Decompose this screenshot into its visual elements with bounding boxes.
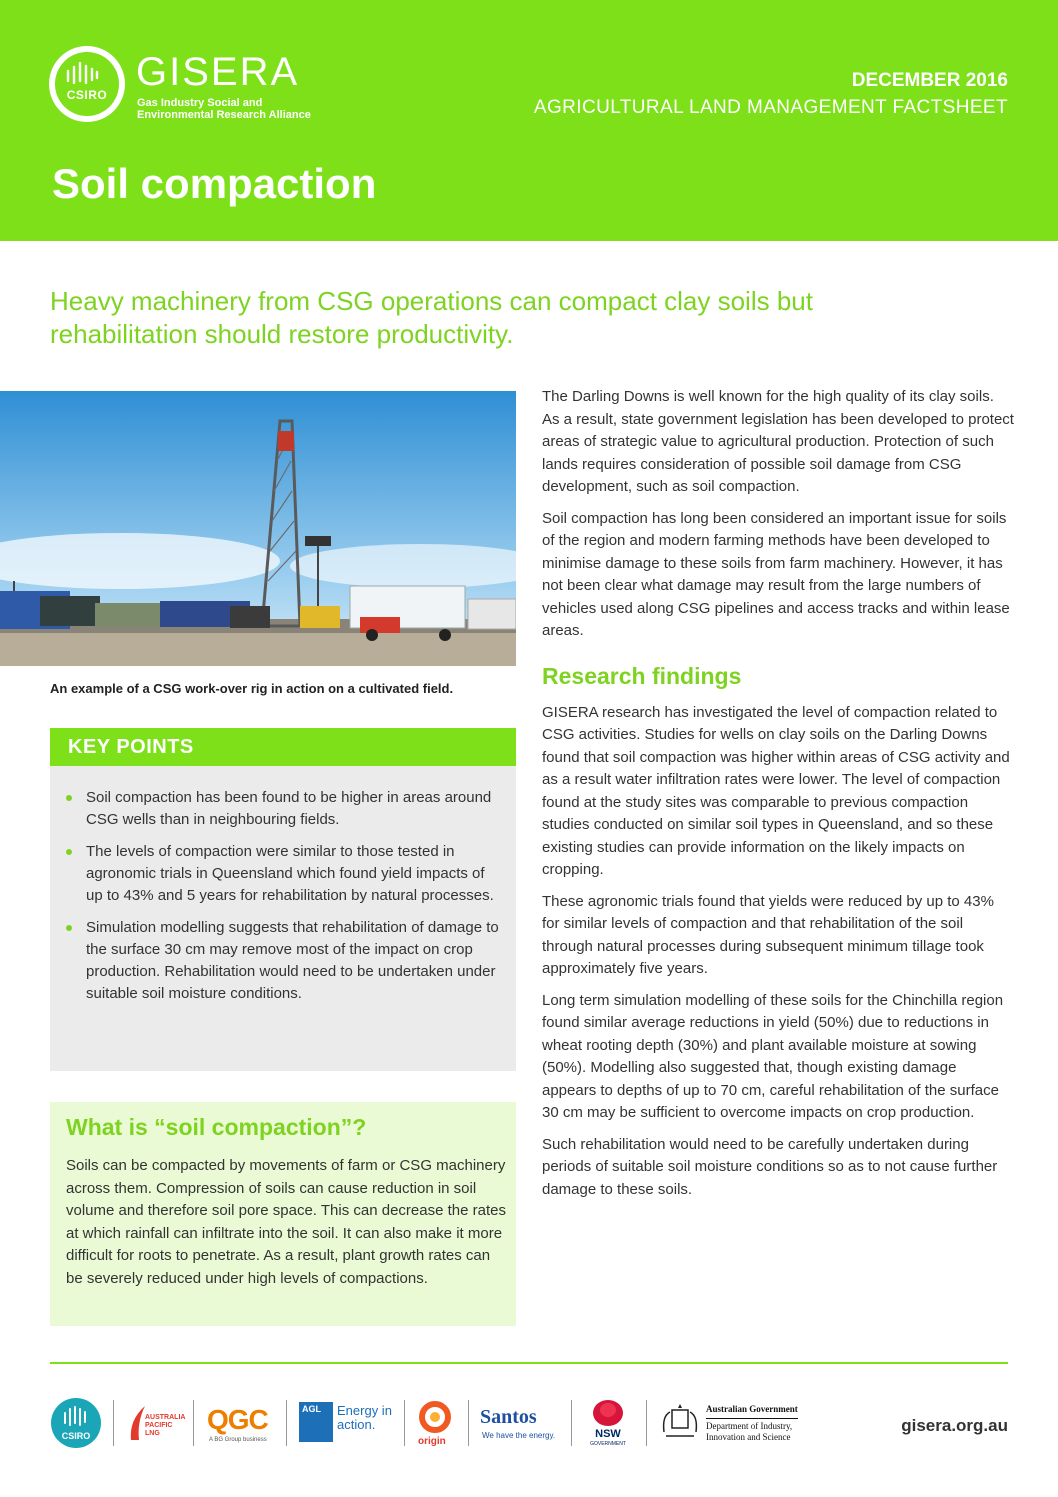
header-banner [0,0,1058,241]
research-paragraph: These agronomic trials found that yields were reduced by up to 43% for similar levels of compaction and that rehabilitation of the soil through natural processes during subsequent minimum tillage took approximately five years. [542,892,994,977]
brand-subtitle-line1: Gas Industry Social and [137,97,263,109]
key-point-text: The levels of compaction were similar to those tested in agronomic trials in Queensland which found yield impacts of up to 43% and 5 years for rehabilitation by natural processes. [86,843,494,904]
lead-statement: Heavy machinery from CSG operations can compact clay soils but rehabilitation should restore productivity. [50,286,813,349]
agl-logo [299,1390,394,1456]
csiro-icon [50,1397,102,1449]
logo-separator [571,1400,572,1446]
list-item [64,917,504,1005]
logo-separator [193,1400,194,1446]
publication-date: DECEMBER 2016 [851,70,1008,91]
brand-subtitle [137,97,357,121]
footer-divider [50,1362,1008,1364]
csiro-partner-label: CSIRO [61,1431,91,1441]
agl-wordmark: AGL [302,1404,321,1414]
santos-tagline: We have the energy. [482,1431,556,1440]
key-point-text: Soil compaction has been found to be higher in areas around CSG wells than in neighbouring fields. [86,789,492,828]
photo-illustration [0,391,516,666]
definition-title: What is “soil compaction”? [66,1114,367,1140]
logo-separator [113,1400,114,1446]
drilling-rig-photo [0,391,516,666]
list-item [64,841,504,907]
factsheet-series: AGRICULTURAL LAND MANAGEMENT FACTSHEET [533,97,1008,118]
nsw-subtitle: GOVERNMENT [590,1441,626,1447]
csiro-lines-icon [65,62,99,84]
nsw-wordmark: NSW [595,1428,621,1440]
santos-wordmark: Santos [480,1406,537,1428]
csiro-logo-icon [49,46,125,122]
aus-gov-line3: Innovation and Science [706,1432,791,1442]
qgc-tagline: A BG Group business [209,1437,267,1443]
brand-name: GISERA [136,50,300,94]
logo-separator [286,1400,287,1446]
key-points-list [64,787,504,1015]
origin-wordmark: origin [418,1436,446,1447]
aplng-text [145,1414,185,1438]
australian-government-logo [658,1390,808,1456]
aplng-line1: AUSTRALIA [145,1414,186,1421]
aplng-line3: LNG [145,1430,160,1437]
santos-logo [480,1390,560,1456]
australian-government-text [706,1404,798,1443]
csiro-partner-logo [50,1390,102,1456]
photo-caption: An example of a CSG work-over rig in action on a cultivated field. [50,681,454,696]
bullet-icon [66,849,72,855]
bullet-icon [66,925,72,931]
intro-paragraph: Soil compaction has long been considered an important issue for soils of the region and modern farming methods have been developed to minimise damage to these soils from farm machinery. However, it has not been clear what damage may result from the large numbers of vehicles used along CSG pipelines and access tracks and within lease areas. [542,509,1010,639]
aus-gov-line1: Australian Government [706,1404,798,1414]
definition-box [50,1102,516,1326]
agl-tagline [337,1404,392,1432]
qgc-wordmark: QGC [207,1404,268,1435]
origin-logo [416,1390,456,1456]
key-points-header [50,728,516,766]
qgc-logo [205,1390,275,1456]
key-points-box [50,728,516,1071]
origin-ring-icon [418,1400,452,1434]
research-findings-heading: Research findings [542,662,742,689]
website-url: gisera.org.au [901,1416,1008,1435]
research-paragraph: GISERA research has investigated the level of compaction related to CSG activities. Studies for wells on clay soils on the Darling Downs found that soil compaction was higher within areas of CSG activity and as a result water infiltration rates were lower. The level of compaction found at the study sites was comparable to previous compaction studies conducted on similar soil types in Queensland, and so these existing studies can provide information on the likely impacts on cropping. [542,703,1010,878]
nsw-government-logo [583,1390,635,1456]
logo-separator [646,1400,647,1446]
gisera-logo [49,46,349,126]
research-paragraph: Long term simulation modelling of these soils for the Chinchilla region found similar average reductions in yield (50%) due to reductions in wheat rooting depth (30%) and plant available moisture at sowing (50%). Modelling also suggested that, though existing damage appears to depths of up to 70 cm, careful rehabilitation of the surface 30 cm may be sufficient to overcome impacts on crop production. [542,991,1004,1121]
agl-tagline-line2: action. [337,1417,376,1432]
bullet-icon [66,795,72,801]
aplng-line2: PACIFIC [145,1422,173,1429]
list-item [64,787,504,831]
partner-logos [50,1390,850,1460]
key-points-title: KEY POINTS [68,736,194,758]
waratah-icon [591,1398,625,1428]
page-title: Soil compaction [52,160,377,207]
brand-subtitle-line2: Environmental Research Alliance [137,109,311,121]
logo-separator [404,1400,405,1446]
research-paragraph: Such rehabilitation would need to be carefully undertaken during periods of suitable soil moisture conditions so as to not cause further damage to these soils. [542,1135,998,1198]
logo-separator [468,1400,469,1446]
csiro-wordmark: CSIRO [66,88,108,102]
aplng-logo [125,1390,185,1456]
agl-square-icon [299,1402,333,1442]
coat-of-arms-icon [658,1402,702,1442]
key-point-text: Simulation modelling suggests that rehabilitation of damage to the surface 30 cm may remove most of the impact on crop production. Rehabilitation would need to be undertaken under suitable soil moisture conditions. [86,919,499,1002]
main-text-column [542,386,1014,1210]
agl-tagline-line1: Energy in [337,1403,392,1418]
aus-gov-line2: Department of Industry, [706,1418,798,1432]
definition-body: Soils can be compacted by movements of farm or CSG machinery across them. Compression of soils can cause reduction in soil volume and therefore soil pore space. This can decrease the rates at which rainfall can infiltrate into the soil. It can also make it more difficult for roots to penetrate. As a result, plant growth rates can be severely reduced under high levels of compactions. [66,1157,506,1287]
intro-paragraph: The Darling Downs is well known for the high quality of its clay soils. As a result, state government legislation has been developed to protect areas of strategic value to agricultural production. Protection of such lands requires consideration of possible soil damage from CSG development, such as soil compaction. [542,388,1014,495]
